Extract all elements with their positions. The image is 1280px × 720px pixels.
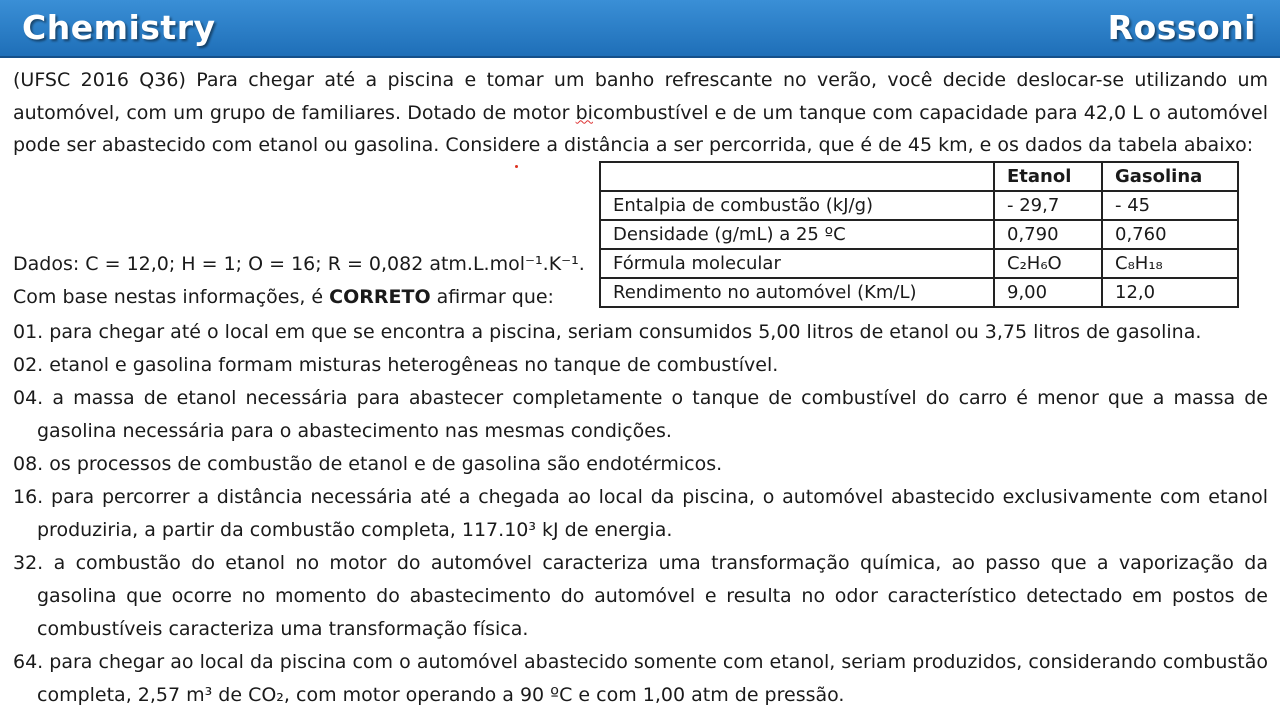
fuel-data-table	[599, 161, 1239, 308]
instruction-line	[13, 286, 554, 308]
answer-options	[13, 316, 1268, 712]
author-title: Rossoni	[1107, 8, 1256, 47]
intro-paragraph	[13, 64, 1268, 162]
table-header-gasolina: Gasolina	[1102, 162, 1238, 191]
table-header-etanol: Etanol	[994, 162, 1102, 191]
instruction-emphasis: CORRETO	[329, 286, 431, 308]
table-row	[600, 278, 1238, 307]
table-row	[600, 249, 1238, 278]
option-32: 32. a combustão do etanol no motor do automóvel caracteriza uma transformação química, ao passo que a vaporização da gasolina que ocorre no momento do abastecimento do automóvel e resulta no odor característico detectado em postos de combustíveis caracteriza uma transformação física.	[13, 552, 1268, 640]
table-cell: C₈H₁₈	[1102, 249, 1238, 278]
header-bar	[0, 0, 1280, 58]
table-cell: Densidade (g/mL) a 25 ºC	[600, 220, 994, 249]
table-cell: 9,00	[994, 278, 1102, 307]
option-16: 16. para percorrer a distância necessária até a chegada ao local da piscina, o automóvel abastecido exclusivamente com etanol produziria, a partir da combustão completa, 117.10³ kJ de energia.	[13, 486, 1268, 541]
table-cell: Rendimento no automóvel (Km/L)	[600, 278, 994, 307]
intro-text-1: (UFSC 2016 Q36) Para chegar até a piscina e tomar um banho refrescante no verão, você decide deslocar-se utilizando um automóvel, com um grupo de familiares. Dotado de motor	[13, 69, 1268, 124]
table-cell: - 29,7	[994, 191, 1102, 220]
table-header-row	[600, 162, 1238, 191]
table-cell: - 45	[1102, 191, 1238, 220]
option-01: 01. para chegar até o local em que se encontra a piscina, seriam consumidos 5,00 litros de etanol ou 3,75 litros de gasolina.	[13, 321, 1202, 343]
spellcheck-word: bi	[575, 101, 593, 124]
table-cell: Fórmula molecular	[600, 249, 994, 278]
option-64: 64. para chegar ao local da piscina com o automóvel abastecido somente com etanol, seriam produzidos, considerando combustão completa, 2,57 m³ de CO₂, com motor operando a 90 ºC e com 1,00 atm de pressão.	[13, 651, 1268, 706]
table-cell: Entalpia de combustão (kJ/g)	[600, 191, 994, 220]
option-04: 04. a massa de etanol necessária para abastecer completamente o tanque de combustível do carro é menor que a massa de gasolina necessária para o abastecimento nas mesmas condições.	[13, 387, 1268, 442]
table-row	[600, 191, 1238, 220]
instruction-suffix: afirmar que:	[430, 286, 554, 308]
table-cell: 0,760	[1102, 220, 1238, 249]
table-cell: C₂H₆O	[994, 249, 1102, 278]
instruction-prefix: Com base nestas informações, é	[13, 286, 330, 308]
table-header-cell	[600, 162, 994, 191]
cursor-dot	[515, 165, 518, 168]
subject-title: Chemistry	[22, 8, 216, 47]
given-data: Dados: C = 12,0; H = 1; O = 16; R = 0,082 atm.L.mol⁻¹.K⁻¹.	[13, 253, 585, 275]
table-row	[600, 220, 1238, 249]
option-02: 02. etanol e gasolina formam misturas heterogêneas no tanque de combustível.	[13, 354, 779, 376]
option-08: 08. os processos de combustão de etanol e de gasolina são endotérmicos.	[13, 453, 723, 475]
intro-text-2: combustível e de um tanque com capacidade para 42,0 L o automóvel pode ser abastecido com etanol ou gasolina. Considere a distância a ser percorrida, que é de 45 km, e os dados da tabela abaixo:	[13, 101, 1269, 156]
table-cell: 0,790	[994, 220, 1102, 249]
table-cell: 12,0	[1102, 278, 1238, 307]
question-intro	[13, 64, 1268, 162]
